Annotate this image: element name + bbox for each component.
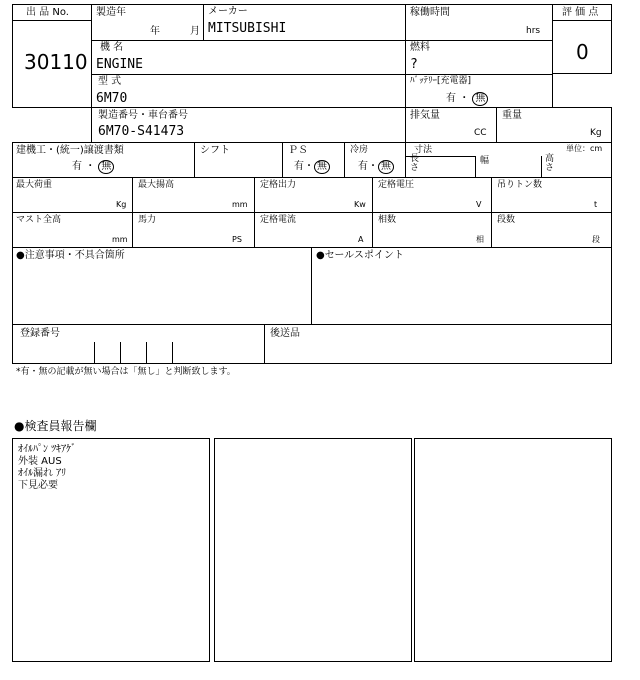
hp-label: 馬力: [138, 215, 157, 225]
footnote: *有・無の記載が無い場合は「無し」と判断致します。: [16, 367, 236, 377]
rating-label: 評 価 点: [562, 7, 599, 18]
type-label: 型 式: [98, 76, 122, 87]
serial-label: 製造番号・車台番号: [98, 110, 188, 121]
hours-unit: hrs: [526, 26, 541, 36]
weight-unit: Kg: [590, 128, 602, 138]
model-name-label: 機 名: [100, 42, 124, 53]
displacement-unit: CC: [474, 128, 487, 138]
rated-output-label: 定格出力: [260, 180, 297, 190]
shipping-label: 後送品: [270, 328, 300, 339]
rated-voltage-label: 定格電圧: [378, 180, 415, 190]
shift-label: シフト: [200, 145, 230, 156]
phase-unit: 相: [476, 235, 484, 244]
transfer-docs-label: 建機工・(統一)譲渡書類: [16, 145, 124, 156]
rated-output-unit: Kw: [354, 200, 366, 209]
battery-no-circled: 無: [472, 92, 488, 106]
inspector-line: 下見必要: [18, 480, 58, 491]
registration-label: 登録番号: [20, 328, 60, 339]
displacement-label: 排気量: [410, 110, 440, 121]
cooling-options: 有・ 無: [358, 160, 394, 174]
hp-unit: PS: [232, 235, 242, 244]
lot-no-label: 出 品 No.: [26, 7, 69, 18]
ps-no-circled: 無: [314, 160, 330, 174]
inspector-box-3: [414, 438, 612, 662]
max-lift-label: 最大揚高: [138, 180, 175, 190]
max-lift-unit: mm: [232, 200, 248, 209]
fuel-value: ?: [410, 57, 418, 72]
width-label: 幅: [480, 156, 490, 166]
maker-label: メーカー: [208, 6, 248, 17]
inspector-line: 外装 AUS: [18, 456, 62, 467]
battery-yes: 有: [446, 93, 456, 104]
rated-voltage-unit: V: [476, 200, 482, 209]
spec-table: [12, 142, 612, 248]
lift-ton-label: 吊りトン数: [497, 180, 543, 190]
transfer-docs-options: 有 ・ 無: [72, 160, 114, 174]
inspector-notes: [18, 444, 76, 492]
cooling-label: 冷房: [350, 145, 369, 155]
battery-options: 有 ・ 無: [446, 92, 488, 106]
ps-label: ＰＳ: [288, 145, 308, 156]
battery-label: ﾊﾞｯﾃﾘｰ[充電器]: [410, 76, 472, 86]
lot-no-value: 30110: [24, 50, 88, 74]
mast-unit: mm: [112, 235, 128, 244]
max-load-label: 最大荷重: [16, 180, 53, 190]
inspector-line: ｵｲﾙ漏れ ｱﾘ: [18, 468, 67, 479]
length-label: 長さ: [410, 154, 420, 174]
phase-label: 相数: [378, 215, 397, 225]
dims-unit: 単位：cm: [566, 144, 603, 153]
registration-box: [12, 324, 612, 364]
maker-value: MITSUBISHI: [208, 21, 287, 36]
weight-label: 重量: [502, 110, 522, 121]
type-value: 6M70: [96, 91, 128, 106]
rating-value: 0: [576, 40, 589, 64]
ps-options: 有・ 無: [294, 160, 330, 174]
mast-label: マスト全高: [16, 215, 62, 225]
rated-current-unit: A: [358, 235, 364, 244]
model-name-value: ENGINE: [96, 57, 143, 72]
cooling-no-circled: 無: [378, 160, 394, 174]
inspector-box-2: [214, 438, 412, 662]
transfer-no-circled: 無: [98, 160, 114, 174]
month-unit: 月: [190, 26, 200, 37]
lift-ton-unit: t: [594, 200, 598, 209]
sales-point-label: ●セールスポイント: [316, 250, 404, 261]
serial-value: 6M70-S41473: [98, 124, 185, 139]
year-unit: 年: [150, 26, 160, 37]
hours-label: 稼働時間: [410, 7, 450, 18]
fuel-label: 燃料: [410, 42, 430, 53]
inspector-title: ●検査員報告欄: [14, 419, 97, 433]
inspector-line: ｵｲﾙﾊﾟﾝ ﾂｷｱｹﾞ: [18, 444, 77, 455]
rated-current-label: 定格電流: [260, 215, 297, 225]
max-load-unit: Kg: [116, 200, 127, 209]
dims-label: 寸法: [414, 145, 433, 155]
year-label: 製造年: [96, 7, 126, 18]
height-label: 高さ: [545, 154, 555, 174]
steps-unit: 段: [592, 235, 600, 244]
steps-label: 段数: [497, 215, 516, 225]
caution-label: ●注意事項・不具合箇所: [16, 250, 125, 261]
